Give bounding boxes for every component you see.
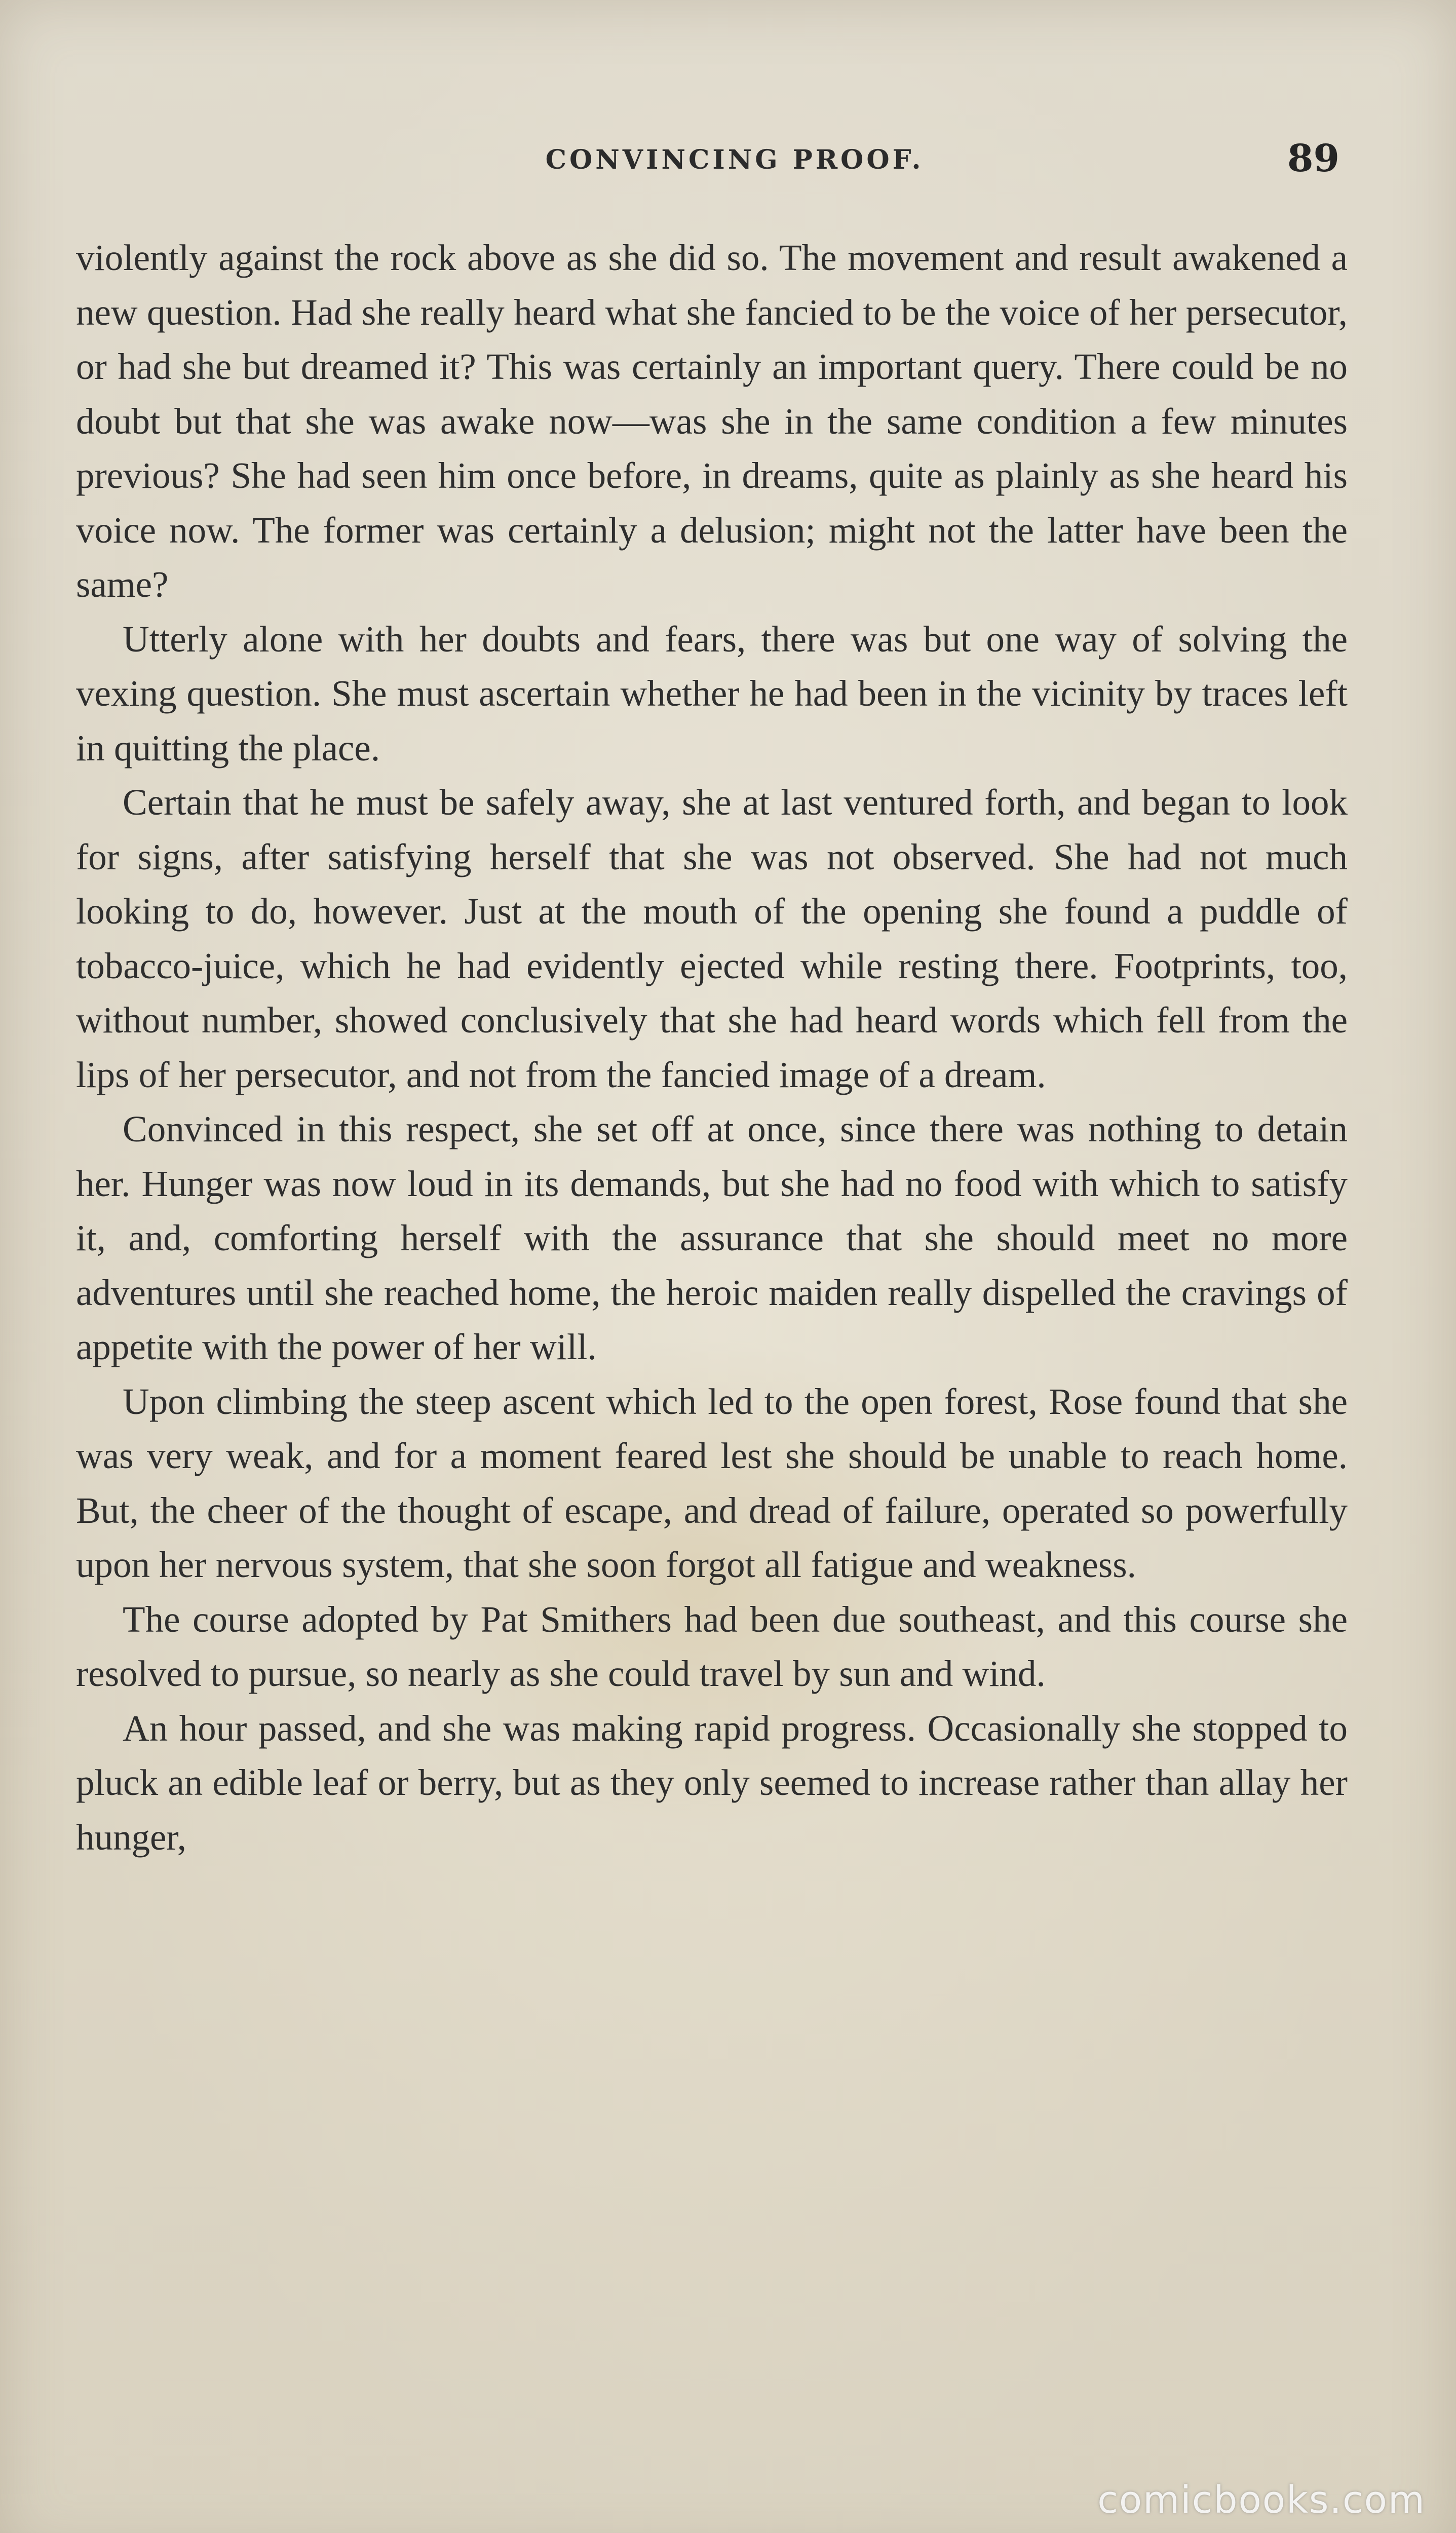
body-text bbox=[76, 231, 1348, 2389]
paragraph-3: Certain that he must be safely away, she at last ventured forth, and began to look for signs, after satisfying herself that she was not observed. She had not much looking to do, however. Just at the mouth of the opening she found a puddle of tobacco-juice, which he had evidently ejected while resting there. Footprints, too, without number, showed conclusively that she had heard words which fell from the lips of her persecutor, and not from the fancied image of a dream. bbox=[76, 782, 1348, 1095]
page-number: 89 bbox=[1287, 137, 1339, 180]
paragraph-7: An hour passed, and she was making rapid progress. Occasionally she stopped to pluck an edible leaf or berry, but as they only seemed to increase rather than allay her hunger, bbox=[76, 1707, 1348, 1858]
running-head: CONVINCING PROOF. bbox=[545, 144, 924, 175]
paragraph-4: Convinced in this respect, she set off at once, since there was nothing to detain her. Hunger was now loud in its demands, but she had no food with which to satisfy it, and, comforting herself with the assurance that she should meet no more adventures until she reached home, the heroic maiden really dispelled the cravings of appetite with the power of her will. bbox=[76, 1108, 1348, 1367]
paragraph-2: Utterly alone with her doubts and fears, there was but one way of solving the vexing question. She must ascertain whether he had been in the vicinity by traces left in quitting the place. bbox=[76, 618, 1348, 769]
paragraph-5: Upon climbing the steep ascent which led to the open forest, Rose found that she was very weak, and for a moment feared lest she should be unable to reach home. But, the cheer of the thought of escape, and dread of failure, operated so powerfully upon her nervous system, that she soon forgot all fatigue and weakness. bbox=[76, 1380, 1348, 1585]
paragraph-1: violently against the rock above as she did so. The movement and result awakened a new question. Had she really heard what she fancied to be the voice of her persecutor, or had she but dreamed it? This was certainly an important query. There could be no doubt but that she was awake now—was she in the same condition a few minutes previous? She had seen him once before, in dreams, quite as plainly as she heard his voice now. The former was certainly a delusion; might not the latter have been the same? bbox=[76, 237, 1348, 605]
watermark: comicbooks.com bbox=[1097, 2478, 1426, 2522]
paragraph-6: The course adopted by Pat Smithers had been due southeast, and this course she resolved to pursue, so nearly as she could travel by sun and wind. bbox=[76, 1598, 1348, 1694]
